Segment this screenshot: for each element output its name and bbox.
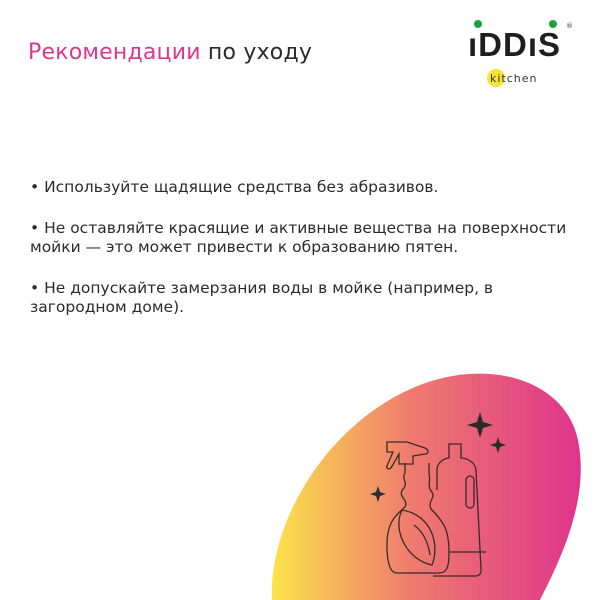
list-item: • Не допускайте замерзания воды в мойке (например, в загородном доме). xyxy=(30,279,494,316)
svg-text:kitchen: kitchen xyxy=(490,72,538,85)
page-title: Рекомендации по уходу xyxy=(28,40,313,65)
svg-text:®: ® xyxy=(566,22,573,30)
svg-text:ıDDıS: ıDDıS xyxy=(468,26,562,63)
list-item: • Используйте щадящие средства без абразивов. xyxy=(30,178,439,196)
list-item: • Не оставляйте красящие и активные вещества на поверхности мойки — это может привести к образованию пятен. xyxy=(30,219,567,256)
